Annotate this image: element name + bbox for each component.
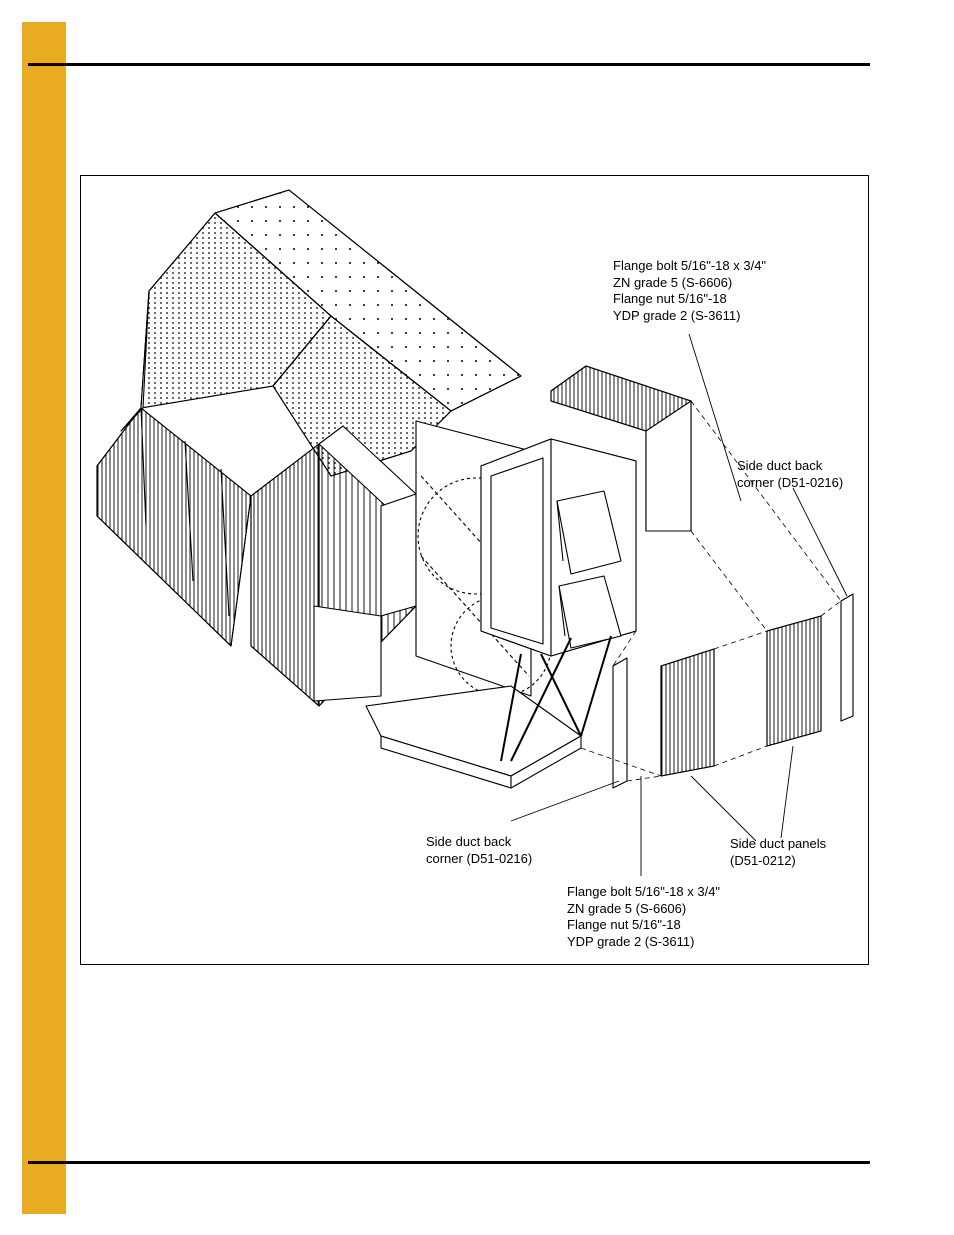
callout-flange-hardware-top: Flange bolt 5/16"-18 x 3/4" ZN grade 5 (S-6606) Flange nut 5/16"-18 YDP grade 2 (S-3611) xyxy=(613,258,767,323)
footer-rule xyxy=(28,1161,870,1164)
callout-side-duct-back-corner-left: Side duct back corner (D51-0216) xyxy=(426,834,533,866)
chapter-side-tab xyxy=(22,22,66,1214)
callout-flange-hardware-bottom: Flange bolt 5/16"-18 x 3/4" ZN grade 5 (S-6606) Flange nut 5/16"-18 YDP grade 2 (S-3611) xyxy=(567,884,721,949)
header-rule xyxy=(28,63,870,66)
callout-side-duct-panels: Side duct panels (D51-0212) xyxy=(730,836,827,868)
figure-frame xyxy=(80,175,869,965)
callout-side-duct-back-corner-right: Side duct back corner (D51-0216) xyxy=(737,458,844,490)
